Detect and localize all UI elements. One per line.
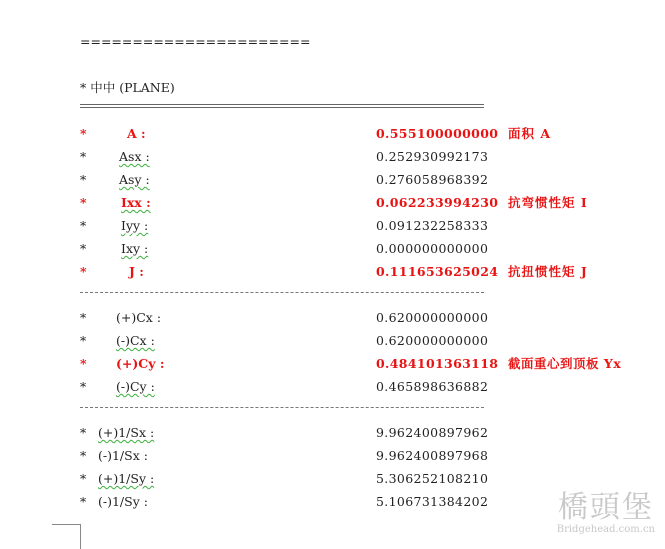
- watermark-url: Bridgehead.com.cn: [556, 524, 655, 535]
- page-corner-mark: [52, 524, 81, 549]
- double-separator: [80, 104, 484, 108]
- top-rule: ======================: [80, 34, 311, 49]
- dashed-separator: [80, 292, 484, 293]
- watermark-text: 橋頭堡: [557, 490, 654, 525]
- watermark-logo: [557, 492, 655, 536]
- section-title: * 中中 (PLANE): [80, 80, 175, 95]
- dashed-separator: [80, 407, 484, 408]
